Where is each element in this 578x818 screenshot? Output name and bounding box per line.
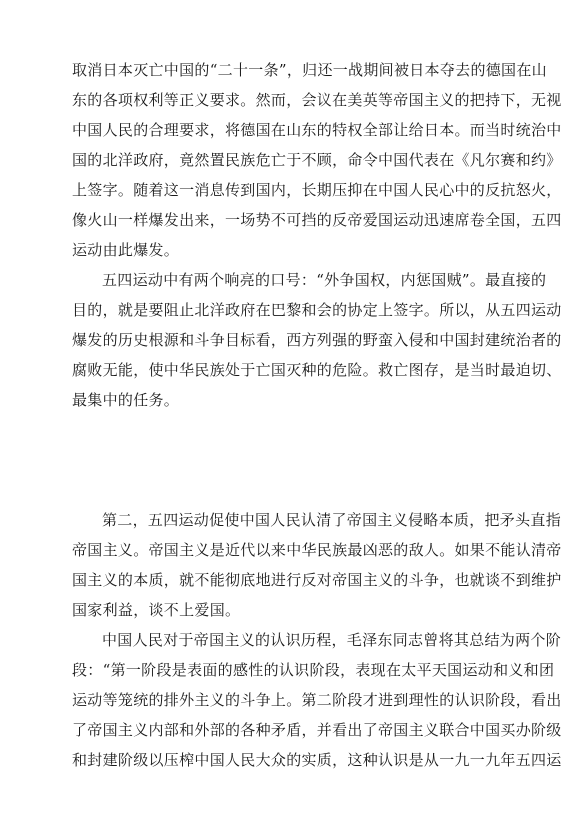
paragraph-line: 第二，五四运动促使中国人民认清了帝国主义侵略本质，把矛头直指 <box>102 511 562 529</box>
paragraph-line: 五四运动中有两个响亮的口号：“外争国权，内惩国贼”。最直接的 <box>102 271 547 289</box>
paragraph-line: 运动由此爆发。 <box>72 241 180 259</box>
paragraph-3 <box>72 505 562 625</box>
paragraph-line: 国的北洋政府，竟然置民族危亡于不顾，命令中国代表在《凡尔赛和约》 <box>72 151 562 169</box>
paragraph-line: 目的，就是要阻止北洋政府在巴黎和会的协定上签字。所以，从五四运动 <box>72 301 562 319</box>
paragraph-4 <box>72 625 562 775</box>
paragraph-line: 东的各项权利等正义要求。然而，会议在美英等帝国主义的把持下，无视 <box>72 91 562 109</box>
paragraph-line: 国主义的本质，就不能彻底地进行反对帝国主义的斗争，也就谈不到维护 <box>72 571 562 589</box>
paragraph-line: 上签字。随着这一消息传到国内，长期压抑在中国人民心中的反抗怒火， <box>72 181 562 199</box>
paragraph-line: 取消日本灭亡中国的“二十一条”，归还一战期间被日本夺去的德国在山 <box>72 61 547 79</box>
paragraph-line: 运动等笼统的排外主义的斗争上。第二阶段才进到理性的认识阶段，看出 <box>72 691 562 709</box>
paragraph-line: 国家利益，谈不上爱国。 <box>72 601 241 619</box>
paragraph-line: 像火山一样爆发出来，一场势不可挡的反帝爱国运动迅速席卷全国，五四 <box>72 211 562 229</box>
paragraph-line: 了帝国主义内部和外部的各种矛盾，并看出了帝国主义联合中国买办阶级 <box>72 721 562 739</box>
paragraph-line: 段：“第一阶段是表面的感性的认识阶段，表现在太平天国运动和义和团 <box>72 661 555 679</box>
paragraph-1 <box>72 55 562 265</box>
paragraph-line: 帝国主义。帝国主义是近代以来中华民族最凶恶的敌人。如果不能认清帝 <box>72 541 562 559</box>
paragraph-line: 和封建阶级以压榨中国人民大众的实质，这种认识是从一九一九年五四运 <box>72 751 562 769</box>
paragraph-2 <box>72 265 562 415</box>
paragraph-line: 爆发的历史根源和斗争目标看，西方列强的野蛮入侵和中国封建统治者的 <box>72 331 562 349</box>
paragraph-line: 中国人民的合理要求，将德国在山东的特权全部让给日本。而当时统治中 <box>72 121 562 139</box>
paragraph-line: 最集中的任务。 <box>72 391 180 409</box>
paragraph-line: 中国人民对于帝国主义的认识历程，毛泽东同志曾将其总结为两个阶 <box>102 631 562 649</box>
paragraph-line: 腐败无能，使中华民族处于亡国灭种的危险。救亡图存，是当时最迫切、 <box>72 361 562 379</box>
